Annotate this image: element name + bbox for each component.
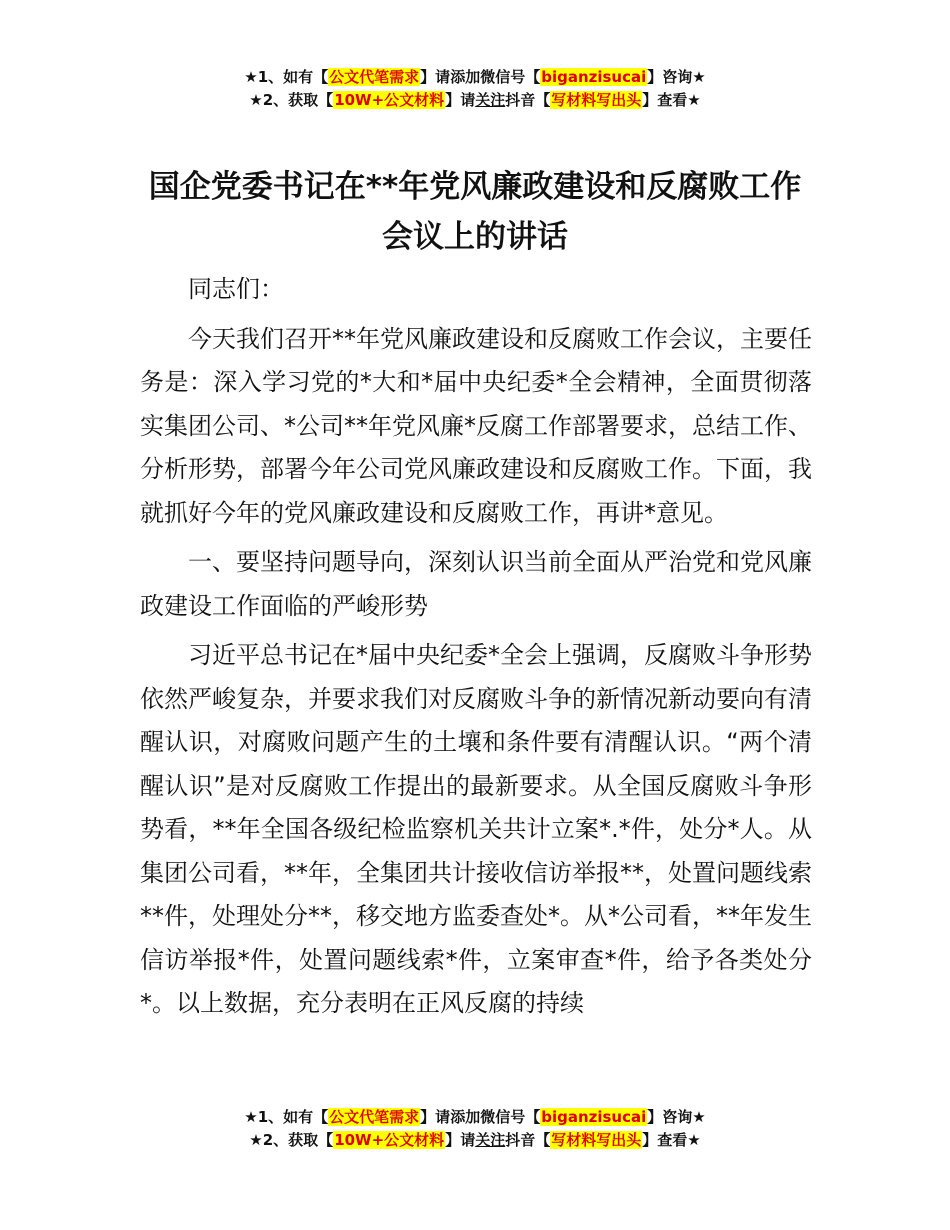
banner-text: 】请 bbox=[420, 1108, 451, 1126]
banner-text: 抖音【 bbox=[505, 1131, 551, 1149]
banner-line-2 bbox=[0, 1129, 950, 1152]
highlight-wechat-id: biganzisucai bbox=[541, 1108, 647, 1126]
banner-text: ★2、获取【 bbox=[249, 91, 334, 109]
section-heading: 一、要坚持问题导向，深刻认识当前全面从严治党和党风廉政建设工作面临的严峻形势 bbox=[140, 548, 812, 620]
highlight-douyin-account: 写材料写出头 bbox=[551, 91, 642, 109]
header-banner bbox=[0, 66, 950, 112]
paragraph: 习近平总书记在*届中央纪委*全会上强调，反腐败斗争形势依然严峻复杂，并要求我们对反腐败斗争的新情况新动要向有清醒认识，对腐败问题产生的土壤和条件要有清醒认识。“两个清醒认识”是对反腐败工作提出的最新要求。从全国反腐败斗争形势看，**年全国各级纪检监察机关共计立案*.*件，处分*人。从集团公司看，**年，全集团共计接收信访举报**，处置问题线索**件，处理处分**，移交地方监委查处*。从*公司看，**年发生信访举报*件，处置问题线索*件，立案审查*件，给予各类处分*。以上数据，充分表明在正风反腐的持续 bbox=[140, 641, 812, 1017]
banner-text: 添加 bbox=[450, 1108, 481, 1126]
banner-text: 抖音【 bbox=[505, 91, 551, 109]
banner-text: ★1、如有【 bbox=[244, 68, 329, 86]
highlight-writing-service: 公文代笔需求 bbox=[329, 68, 420, 86]
banner-text: ★1、如有【 bbox=[244, 1108, 329, 1126]
banner-line-1 bbox=[0, 66, 950, 89]
highlight-materials: 10W+公文材料 bbox=[334, 1131, 445, 1149]
banner-text: 微信号【 bbox=[480, 1108, 541, 1126]
highlight-wechat-id: biganzisucai bbox=[541, 68, 647, 86]
banner-line-2 bbox=[0, 89, 950, 112]
banner-text: 】咨询★ bbox=[647, 68, 706, 86]
banner-text: 】查看★ bbox=[642, 1131, 701, 1149]
banner-text: 】请 bbox=[445, 91, 476, 109]
banner-text: 关注 bbox=[475, 91, 506, 109]
banner-text: 关注 bbox=[475, 1131, 506, 1149]
banner-text: 】咨询★ bbox=[647, 1108, 706, 1126]
footer-banner bbox=[0, 1106, 950, 1152]
salutation: 同志们： bbox=[188, 275, 284, 303]
banner-text: 】查看★ bbox=[642, 91, 701, 109]
banner-text: ★2、获取【 bbox=[249, 1131, 334, 1149]
highlight-writing-service: 公文代笔需求 bbox=[329, 1108, 420, 1126]
highlight-douyin-account: 写材料写出头 bbox=[551, 1131, 642, 1149]
banner-text: 微信号【 bbox=[480, 68, 541, 86]
highlight-materials: 10W+公文材料 bbox=[334, 91, 445, 109]
paragraph: 今天我们召开**年党风廉政建设和反腐败工作会议，主要任务是：深入学习党的*大和*届中央纪委*全会精神，全面贯彻落实集团公司、*公司**年党风廉*反腐工作部署要求，总结工作、分析形势，部署今年公司党风廉政建设和反腐败工作。下面，我就抓好今年的党风廉政建设和反腐败工作，再讲*意见。 bbox=[140, 324, 812, 527]
banner-text: 】请 bbox=[420, 68, 451, 86]
banner-text: 添加 bbox=[450, 68, 481, 86]
banner-text: 】请 bbox=[445, 1131, 476, 1149]
document-title: 国企党委书记在**年党风廉政建设和反腐败工作会议上的讲话 bbox=[148, 169, 802, 255]
document-body bbox=[140, 268, 812, 1032]
banner-line-1 bbox=[0, 1106, 950, 1129]
